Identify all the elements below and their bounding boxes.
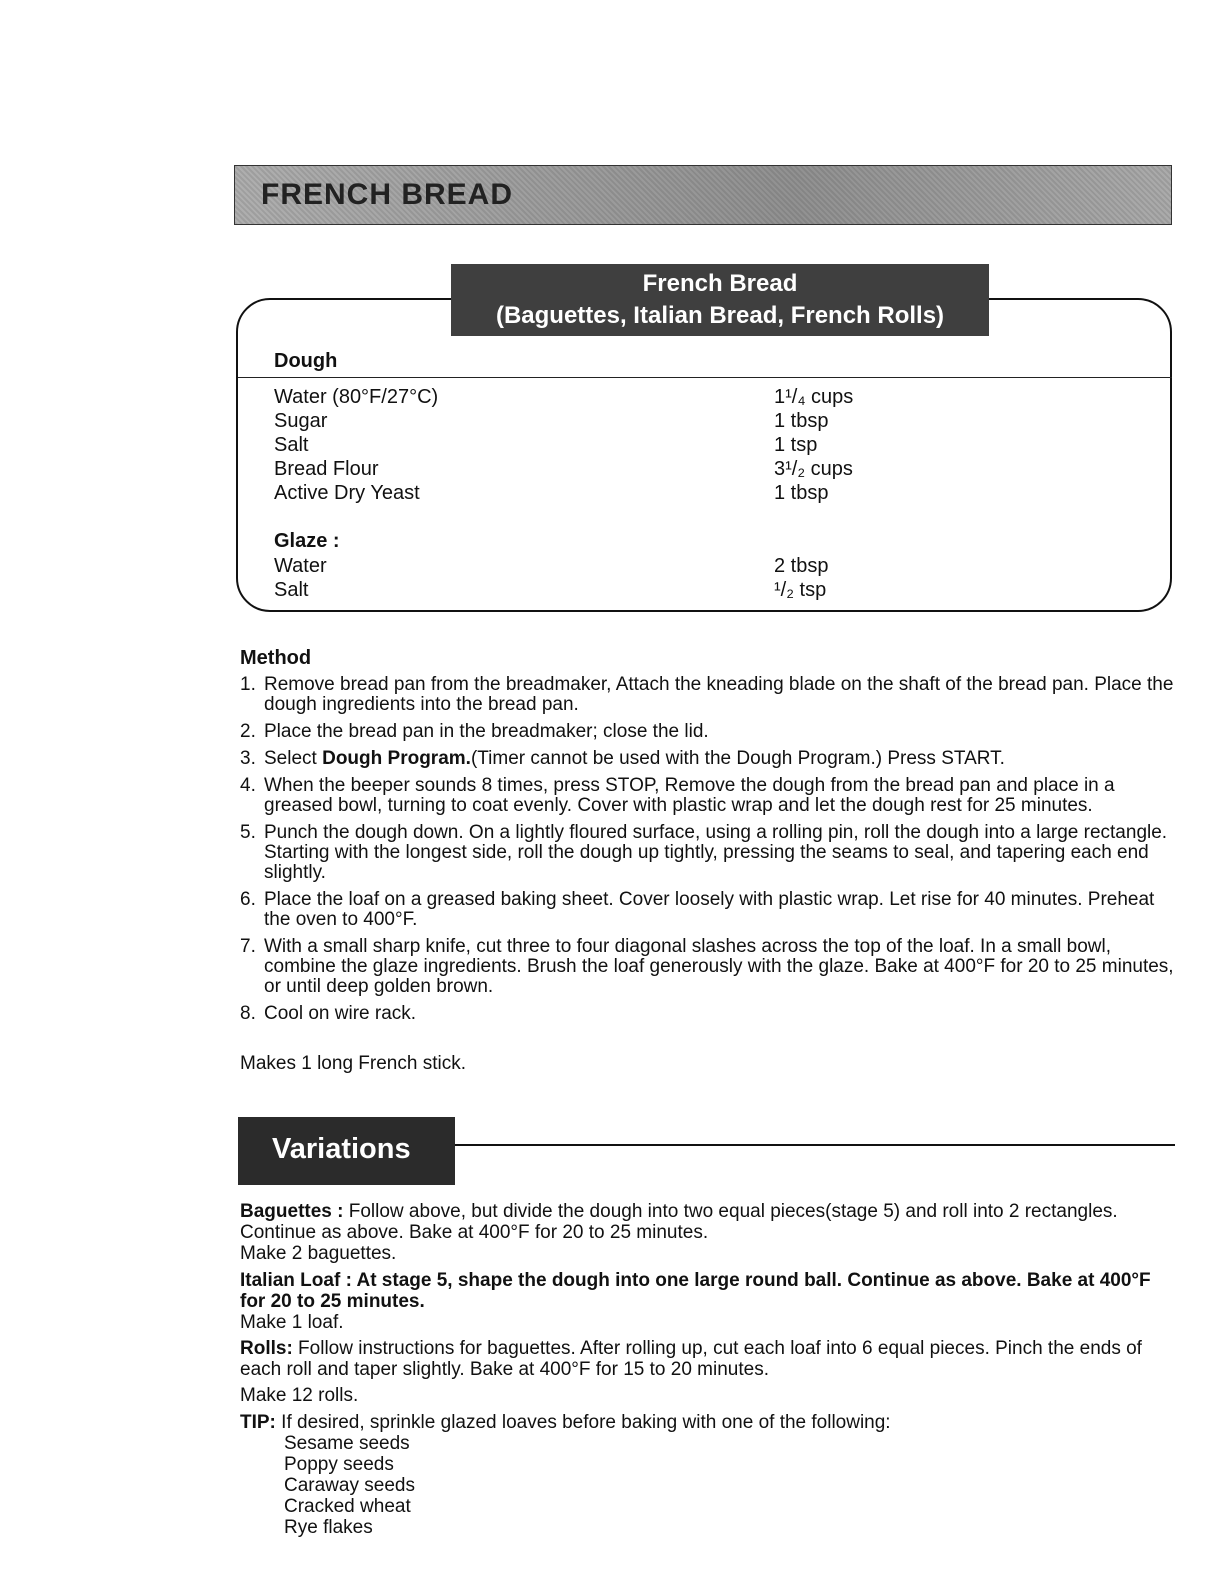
ingredient-qty: 1 tbsp: [774, 410, 829, 432]
step-text: With a small sharp knife, cut three to four diagonal slashes across the top of the loaf. In a small bowl, combine the glaze ingredients. Brush the loaf generously with the glaze. Bake at 400°F for 20 to 25 minutes, or until deep golden brown.: [264, 936, 1174, 997]
variations-heading: Variations: [238, 1117, 455, 1185]
step-text: Remove bread pan from the breadmaker, Attach the kneading blade on the shaft of the bread pan. Place the dough ingredients into the bread pan.: [264, 674, 1174, 715]
tip-option: Poppy seeds: [284, 1454, 394, 1475]
ingredient-name: Water: [274, 555, 327, 577]
step-text-post: (Timer cannot be used with the Dough Program.) Press START.: [470, 748, 1005, 769]
tip-option: Caraway seeds: [284, 1475, 415, 1496]
step-number: 2.: [240, 721, 256, 742]
step-text-bold: Dough Program.: [322, 748, 471, 769]
step-number: 5.: [240, 822, 256, 843]
step-number: 4.: [240, 775, 256, 796]
step-number: 6.: [240, 889, 256, 910]
dough-label: Dough: [274, 350, 338, 372]
ingredient-name: Bread Flour: [274, 458, 379, 480]
ingredient-qty: 1¹/₄ cups: [774, 386, 854, 408]
variation-text: At stage 5, shape the dough into one large round ball. Continue as above. Bake at 400°F for 20 to 25 minutes.: [240, 1270, 1151, 1312]
variation-yield: Make 2 baguettes.: [240, 1243, 397, 1264]
method-steps: [240, 675, 1180, 1031]
glaze-ingredients: [274, 554, 327, 602]
method-step: [240, 1004, 1180, 1024]
variation-text: Follow above, but divide the dough into two equal pieces(stage 5) and roll into 2 rectangles. Continue as above. Bake at 400°F for 20 to 25 minutes.: [240, 1201, 1118, 1243]
method-heading: Method: [240, 647, 312, 669]
step-text: Place the bread pan in the breadmaker; close the lid.: [264, 721, 709, 742]
glaze-label: Glaze :: [274, 530, 340, 552]
ingredient-name: Water (80°F/27°C): [274, 386, 439, 408]
variation-label: Rolls:: [240, 1338, 293, 1359]
yield-note: Makes 1 long French stick.: [240, 1053, 466, 1074]
tip-label: TIP:: [240, 1412, 276, 1433]
variation-yield: Make 1 loaf.: [240, 1312, 344, 1333]
recipe-title: French Bread: [642, 270, 798, 297]
variation-italian: [240, 1270, 1172, 1312]
ingredient-qty: 1 tsp: [774, 434, 818, 456]
ingredient-name: Salt: [274, 579, 309, 601]
tip-option: Cracked wheat: [284, 1496, 411, 1517]
step-number: 3.: [240, 748, 256, 769]
method-step: [240, 890, 1180, 930]
step-text: Punch the dough down. On a lightly floured surface, using a rolling pin, roll the dough into a large rectangle. Starting with the longest side, roll the dough up tightly, pressing the seams to seal, and tapering each end slightly.: [264, 822, 1168, 883]
glaze-quantities: [774, 554, 828, 602]
recipe-subtitle: (Baguettes, Italian Bread, French Rolls): [495, 302, 945, 329]
tip: [240, 1412, 1172, 1433]
step-number: 8.: [240, 1003, 256, 1024]
ingredient-qty: ¹/₂ tsp: [774, 579, 827, 601]
step-text: [264, 749, 1180, 769]
variations-divider: [455, 1144, 1175, 1146]
step-text-pre: Select: [264, 748, 323, 769]
step-number: 1.: [240, 674, 256, 695]
tip-option: Sesame seeds: [284, 1433, 410, 1454]
ingredients-divider: [238, 377, 1172, 378]
method-step: [240, 823, 1180, 883]
ingredient-qty: 3¹/₂ cups: [774, 458, 853, 480]
dough-ingredients: [274, 385, 438, 505]
variation-text: Follow instructions for baguettes. After rolling up, cut each loaf into 6 equal pieces. Pinch the ends of each roll and taper slightly. Bake at 400°F for 15 to 20 minutes.: [240, 1338, 1142, 1380]
step-number: 7.: [240, 936, 256, 957]
ingredient-qty: 1 tbsp: [774, 482, 829, 504]
variation-baguettes: [240, 1201, 1172, 1243]
step-text: Cool on wire rack.: [264, 1003, 417, 1024]
ingredient-name: Active Dry Yeast: [274, 482, 420, 504]
tip-options: [284, 1433, 415, 1538]
recipe-header: [451, 264, 989, 336]
tip-text: If desired, sprinkle glazed loaves before baking with one of the following:: [275, 1412, 891, 1433]
method-step: [240, 675, 1180, 715]
method-step: [240, 776, 1180, 816]
variation-yield: Make 12 rolls.: [240, 1385, 359, 1406]
dough-quantities: [774, 385, 853, 505]
variation-rolls: [240, 1338, 1172, 1380]
ingredient-name: Salt: [274, 434, 309, 456]
ingredient-name: Sugar: [274, 410, 328, 432]
method-step: [240, 722, 1180, 742]
variation-label: Italian Loaf :: [240, 1270, 352, 1291]
variation-label: Baguettes :: [240, 1201, 344, 1222]
step-text: When the beeper sounds 8 times, press STOP, Remove the dough from the bread pan and place in a greased bowl, turning to coat evenly. Cover with plastic wrap and let the dough rest for 25 minutes.: [264, 775, 1115, 816]
step-text: Place the loaf on a greased baking sheet. Cover loosely with plastic wrap. Let rise for 40 minutes. Preheat the oven to 400°F.: [264, 889, 1155, 930]
tip-option: Rye flakes: [284, 1517, 373, 1538]
method-step: [240, 749, 1180, 769]
page-title: FRENCH BREAD: [261, 178, 513, 211]
method-step: [240, 937, 1180, 997]
ingredient-qty: 2 tbsp: [774, 555, 829, 577]
title-banner: [234, 165, 1172, 225]
